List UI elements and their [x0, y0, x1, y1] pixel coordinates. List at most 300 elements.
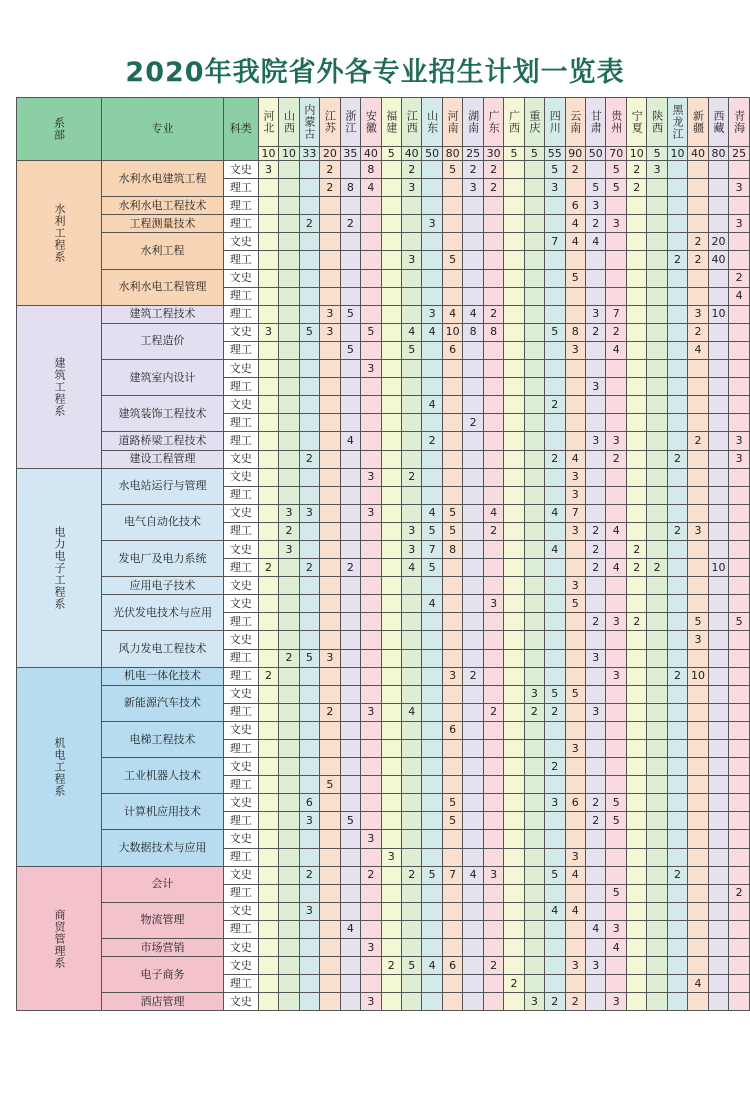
plan-cell	[626, 269, 646, 287]
plan-cell	[524, 432, 544, 450]
plan-cell	[279, 233, 299, 251]
subject-cell: 理工	[223, 305, 258, 323]
plan-cell: 20	[708, 233, 728, 251]
plan-cell	[688, 721, 708, 739]
plan-cell	[361, 685, 381, 703]
plan-cell	[463, 251, 483, 269]
plan-cell	[483, 540, 503, 558]
plan-cell: 5	[340, 812, 360, 830]
plan-cell	[483, 939, 503, 957]
plan-cell	[361, 341, 381, 359]
plan-cell	[299, 631, 319, 649]
plan-cell: 2	[401, 468, 421, 486]
plan-cell	[340, 595, 360, 613]
plan-cell	[483, 251, 503, 269]
plan-cell	[483, 758, 503, 776]
plan-cell	[708, 323, 728, 341]
table-row	[17, 794, 750, 812]
plan-cell	[381, 360, 401, 378]
plan-cell: 5	[422, 559, 442, 577]
plan-cell: 4	[422, 595, 442, 613]
plan-cell	[381, 251, 401, 269]
plan-cell	[708, 522, 728, 540]
plan-cell	[545, 667, 565, 685]
plan-cell	[729, 486, 750, 504]
plan-cell	[258, 884, 278, 902]
plan-cell	[647, 613, 667, 631]
plan-cell	[626, 251, 646, 269]
plan-cell	[647, 577, 667, 595]
plan-cell	[545, 776, 565, 794]
plan-cell: 3	[586, 703, 606, 721]
plan-cell	[340, 884, 360, 902]
plan-cell	[340, 468, 360, 486]
major-cell: 建设工程管理	[102, 450, 224, 468]
subject-cell: 理工	[223, 848, 258, 866]
plan-cell	[320, 559, 340, 577]
plan-cell	[524, 794, 544, 812]
plan-cell	[258, 812, 278, 830]
plan-cell	[320, 920, 340, 938]
plan-cell	[504, 649, 524, 667]
subject-cell: 文史	[223, 939, 258, 957]
plan-cell: 5	[422, 866, 442, 884]
plan-cell	[688, 957, 708, 975]
plan-cell	[729, 595, 750, 613]
plan-cell	[647, 975, 667, 993]
major-cell: 会计	[102, 866, 224, 902]
major-cell: 市场营销	[102, 939, 224, 957]
plan-cell	[258, 215, 278, 233]
subject-cell: 文史	[223, 685, 258, 703]
plan-cell	[401, 577, 421, 595]
plan-cell	[340, 522, 360, 540]
plan-cell: 5	[565, 595, 585, 613]
plan-cell	[626, 450, 646, 468]
province-name: 安徽	[364, 110, 378, 134]
plan-cell	[381, 486, 401, 504]
subject-cell: 理工	[223, 884, 258, 902]
plan-cell: 4	[565, 902, 585, 920]
plan-cell	[729, 830, 750, 848]
plan-cell	[606, 378, 626, 396]
plan-cell	[729, 504, 750, 522]
plan-cell	[565, 667, 585, 685]
plan-cell	[381, 758, 401, 776]
plan-cell: 2	[586, 215, 606, 233]
plan-cell	[708, 830, 728, 848]
plan-cell	[381, 504, 401, 522]
plan-cell	[708, 161, 728, 179]
plan-cell: 6	[299, 794, 319, 812]
plan-cell	[688, 920, 708, 938]
plan-cell	[483, 486, 503, 504]
plan-cell	[524, 323, 544, 341]
plan-cell	[688, 740, 708, 758]
plan-cell	[340, 848, 360, 866]
plan-cell	[463, 341, 483, 359]
table-row	[17, 902, 750, 920]
plan-cell	[381, 830, 401, 848]
plan-cell	[586, 667, 606, 685]
plan-cell: 2	[626, 161, 646, 179]
plan-cell	[626, 432, 646, 450]
plan-cell	[258, 631, 278, 649]
plan-cell	[524, 450, 544, 468]
plan-cell	[463, 468, 483, 486]
plan-cell	[647, 287, 667, 305]
province-quota: 30	[483, 147, 503, 161]
plan-cell	[626, 975, 646, 993]
plan-cell	[320, 794, 340, 812]
plan-cell: 3	[565, 341, 585, 359]
plan-cell	[565, 812, 585, 830]
table-row	[17, 685, 750, 703]
plan-cell	[258, 595, 278, 613]
plan-cell	[361, 631, 381, 649]
province-quota: 55	[545, 147, 565, 161]
plan-cell	[483, 197, 503, 215]
plan-cell	[279, 830, 299, 848]
plan-cell	[626, 939, 646, 957]
plan-cell	[422, 468, 442, 486]
plan-cell	[463, 703, 483, 721]
plan-cell	[463, 939, 483, 957]
plan-cell	[606, 595, 626, 613]
subject-cell: 理工	[223, 649, 258, 667]
plan-cell	[483, 414, 503, 432]
plan-cell	[524, 812, 544, 830]
plan-cell	[504, 179, 524, 197]
plan-cell	[708, 685, 728, 703]
department-name: 电力电子工程系	[53, 525, 66, 610]
plan-cell	[258, 269, 278, 287]
plan-cell	[606, 504, 626, 522]
plan-cell	[586, 685, 606, 703]
plan-cell	[340, 649, 360, 667]
plan-cell: 2	[483, 305, 503, 323]
subject-cell: 理工	[223, 197, 258, 215]
plan-cell: 4	[565, 233, 585, 251]
plan-cell	[279, 794, 299, 812]
plan-cell	[422, 577, 442, 595]
plan-cell	[279, 740, 299, 758]
plan-cell	[381, 396, 401, 414]
province-header	[708, 98, 728, 147]
subject-cell: 理工	[223, 378, 258, 396]
plan-cell: 3	[565, 486, 585, 504]
plan-cell	[340, 794, 360, 812]
province-header	[299, 98, 319, 147]
major-cell: 工程造价	[102, 323, 224, 359]
plan-cell	[381, 649, 401, 667]
plan-cell	[463, 233, 483, 251]
table-row	[17, 468, 750, 486]
plan-cell: 8	[463, 323, 483, 341]
plan-cell	[524, 360, 544, 378]
plan-cell	[401, 685, 421, 703]
plan-cell	[729, 233, 750, 251]
subject-cell: 文史	[223, 721, 258, 739]
plan-cell	[442, 884, 462, 902]
plan-cell	[320, 215, 340, 233]
plan-cell	[667, 396, 687, 414]
plan-cell	[647, 794, 667, 812]
plan-cell: 5	[401, 957, 421, 975]
plan-cell	[279, 378, 299, 396]
plan-cell	[565, 721, 585, 739]
plan-cell	[422, 341, 442, 359]
plan-cell	[504, 993, 524, 1011]
plan-cell	[381, 667, 401, 685]
plan-cell	[729, 902, 750, 920]
plan-cell: 3	[647, 161, 667, 179]
plan-cell	[626, 740, 646, 758]
plan-cell	[524, 305, 544, 323]
plan-cell	[647, 740, 667, 758]
plan-cell	[463, 721, 483, 739]
plan-cell: 3	[320, 649, 340, 667]
plan-cell	[688, 197, 708, 215]
plan-cell	[565, 559, 585, 577]
plan-cell	[688, 939, 708, 957]
plan-cell	[708, 341, 728, 359]
plan-cell	[422, 486, 442, 504]
plan-cell	[504, 360, 524, 378]
province-quota: 50	[586, 147, 606, 161]
plan-cell: 3	[442, 667, 462, 685]
plan-cell: 5	[442, 522, 462, 540]
subject-cell: 理工	[223, 179, 258, 197]
plan-cell	[606, 902, 626, 920]
plan-cell	[279, 287, 299, 305]
subject-cell: 文史	[223, 161, 258, 179]
subject-cell: 文史	[223, 396, 258, 414]
plan-cell	[483, 975, 503, 993]
plan-cell	[299, 179, 319, 197]
plan-cell	[667, 975, 687, 993]
plan-cell	[422, 740, 442, 758]
plan-cell	[606, 957, 626, 975]
plan-cell	[340, 721, 360, 739]
plan-cell	[320, 341, 340, 359]
plan-cell	[667, 378, 687, 396]
plan-cell: 5	[606, 161, 626, 179]
plan-cell	[320, 848, 340, 866]
plan-cell	[258, 848, 278, 866]
plan-cell: 3	[361, 468, 381, 486]
plan-cell: 2	[483, 703, 503, 721]
plan-cell	[401, 902, 421, 920]
plan-cell	[688, 414, 708, 432]
plan-cell	[442, 450, 462, 468]
major-cell: 水利水电建筑工程	[102, 161, 224, 197]
plan-cell	[626, 848, 646, 866]
plan-cell	[483, 432, 503, 450]
plan-cell	[545, 812, 565, 830]
plan-cell	[708, 287, 728, 305]
plan-cell	[667, 758, 687, 776]
plan-cell	[340, 740, 360, 758]
plan-cell	[442, 432, 462, 450]
plan-cell	[667, 902, 687, 920]
plan-cell	[299, 939, 319, 957]
plan-cell	[483, 649, 503, 667]
plan-cell: 3	[401, 540, 421, 558]
plan-cell	[361, 649, 381, 667]
province-header	[483, 98, 503, 147]
plan-cell	[340, 269, 360, 287]
plan-cell	[729, 305, 750, 323]
major-cell: 计算机应用技术	[102, 794, 224, 830]
department-cell	[17, 161, 102, 306]
province-name: 陕西	[650, 110, 664, 134]
subject-cell: 理工	[223, 776, 258, 794]
plan-cell	[729, 939, 750, 957]
plan-cell	[320, 993, 340, 1011]
plan-cell: 5	[442, 251, 462, 269]
major-cell: 发电厂及电力系统	[102, 540, 224, 576]
plan-cell: 2	[463, 161, 483, 179]
subject-cell: 文史	[223, 631, 258, 649]
plan-cell	[667, 920, 687, 938]
plan-cell: 2	[565, 161, 585, 179]
plan-cell: 2	[340, 215, 360, 233]
plan-cell: 7	[422, 540, 442, 558]
plan-cell	[381, 378, 401, 396]
plan-cell	[667, 649, 687, 667]
plan-cell	[340, 450, 360, 468]
plan-cell	[258, 685, 278, 703]
plan-cell: 2	[320, 179, 340, 197]
plan-cell	[545, 884, 565, 902]
plan-cell: 2	[626, 613, 646, 631]
plan-cell: 2	[626, 559, 646, 577]
province-name: 河北	[261, 110, 275, 134]
plan-cell	[729, 776, 750, 794]
subject-cell: 文史	[223, 993, 258, 1011]
plan-cell	[442, 776, 462, 794]
plan-cell	[463, 522, 483, 540]
plan-cell	[647, 812, 667, 830]
plan-cell: 3	[279, 540, 299, 558]
plan-cell	[401, 848, 421, 866]
plan-cell	[320, 504, 340, 522]
plan-cell	[279, 721, 299, 739]
plan-cell	[299, 920, 319, 938]
plan-cell	[340, 504, 360, 522]
plan-cell	[483, 269, 503, 287]
plan-cell	[299, 360, 319, 378]
plan-cell	[320, 396, 340, 414]
plan-cell	[401, 360, 421, 378]
plan-cell	[258, 197, 278, 215]
plan-cell: 5	[606, 794, 626, 812]
plan-cell	[586, 577, 606, 595]
plan-cell	[545, 522, 565, 540]
plan-cell	[381, 179, 401, 197]
plan-cell	[258, 468, 278, 486]
plan-cell: 2	[504, 975, 524, 993]
plan-cell	[545, 577, 565, 595]
major-cell: 新能源汽车技术	[102, 685, 224, 721]
plan-cell: 3	[483, 866, 503, 884]
plan-cell: 3	[483, 595, 503, 613]
plan-cell	[545, 305, 565, 323]
plan-cell	[361, 758, 381, 776]
plan-cell	[688, 559, 708, 577]
plan-cell	[442, 559, 462, 577]
table-row	[17, 323, 750, 341]
plan-cell	[647, 866, 667, 884]
plan-cell	[381, 559, 401, 577]
plan-cell	[647, 848, 667, 866]
plan-cell: 5	[606, 812, 626, 830]
plan-cell	[279, 360, 299, 378]
plan-cell	[545, 341, 565, 359]
plan-cell	[504, 486, 524, 504]
plan-cell	[545, 360, 565, 378]
plan-cell	[299, 776, 319, 794]
plan-cell: 3	[688, 522, 708, 540]
plan-cell	[361, 613, 381, 631]
plan-cell	[401, 993, 421, 1011]
plan-cell	[279, 866, 299, 884]
plan-cell	[606, 830, 626, 848]
plan-cell: 4	[422, 957, 442, 975]
plan-cell	[279, 957, 299, 975]
plan-cell	[361, 794, 381, 812]
plan-cell	[463, 920, 483, 938]
plan-cell	[422, 993, 442, 1011]
plan-cell	[422, 685, 442, 703]
plan-cell	[320, 975, 340, 993]
plan-cell	[483, 993, 503, 1011]
plan-cell	[381, 323, 401, 341]
plan-cell	[667, 269, 687, 287]
plan-cell	[524, 414, 544, 432]
plan-cell: 2	[647, 559, 667, 577]
plan-cell	[545, 251, 565, 269]
plan-cell: 5	[565, 269, 585, 287]
plan-cell	[279, 758, 299, 776]
plan-cell	[729, 559, 750, 577]
plan-cell	[463, 993, 483, 1011]
plan-cell	[688, 504, 708, 522]
plan-cell	[504, 251, 524, 269]
plan-cell	[258, 703, 278, 721]
plan-cell	[688, 486, 708, 504]
province-header	[442, 98, 462, 147]
plan-cell	[626, 649, 646, 667]
major-cell: 工程测量技术	[102, 215, 224, 233]
plan-cell: 4	[401, 323, 421, 341]
plan-cell	[483, 812, 503, 830]
table-row	[17, 450, 750, 468]
plan-cell	[606, 468, 626, 486]
subject-cell: 文史	[223, 758, 258, 776]
plan-cell: 5	[401, 341, 421, 359]
plan-cell: 4	[606, 341, 626, 359]
major-cell: 建筑室内设计	[102, 360, 224, 396]
plan-cell	[545, 215, 565, 233]
province-quota: 25	[463, 147, 483, 161]
plan-cell	[381, 794, 401, 812]
plan-cell	[279, 703, 299, 721]
plan-cell	[401, 287, 421, 305]
plan-cell	[483, 848, 503, 866]
plan-cell	[606, 975, 626, 993]
